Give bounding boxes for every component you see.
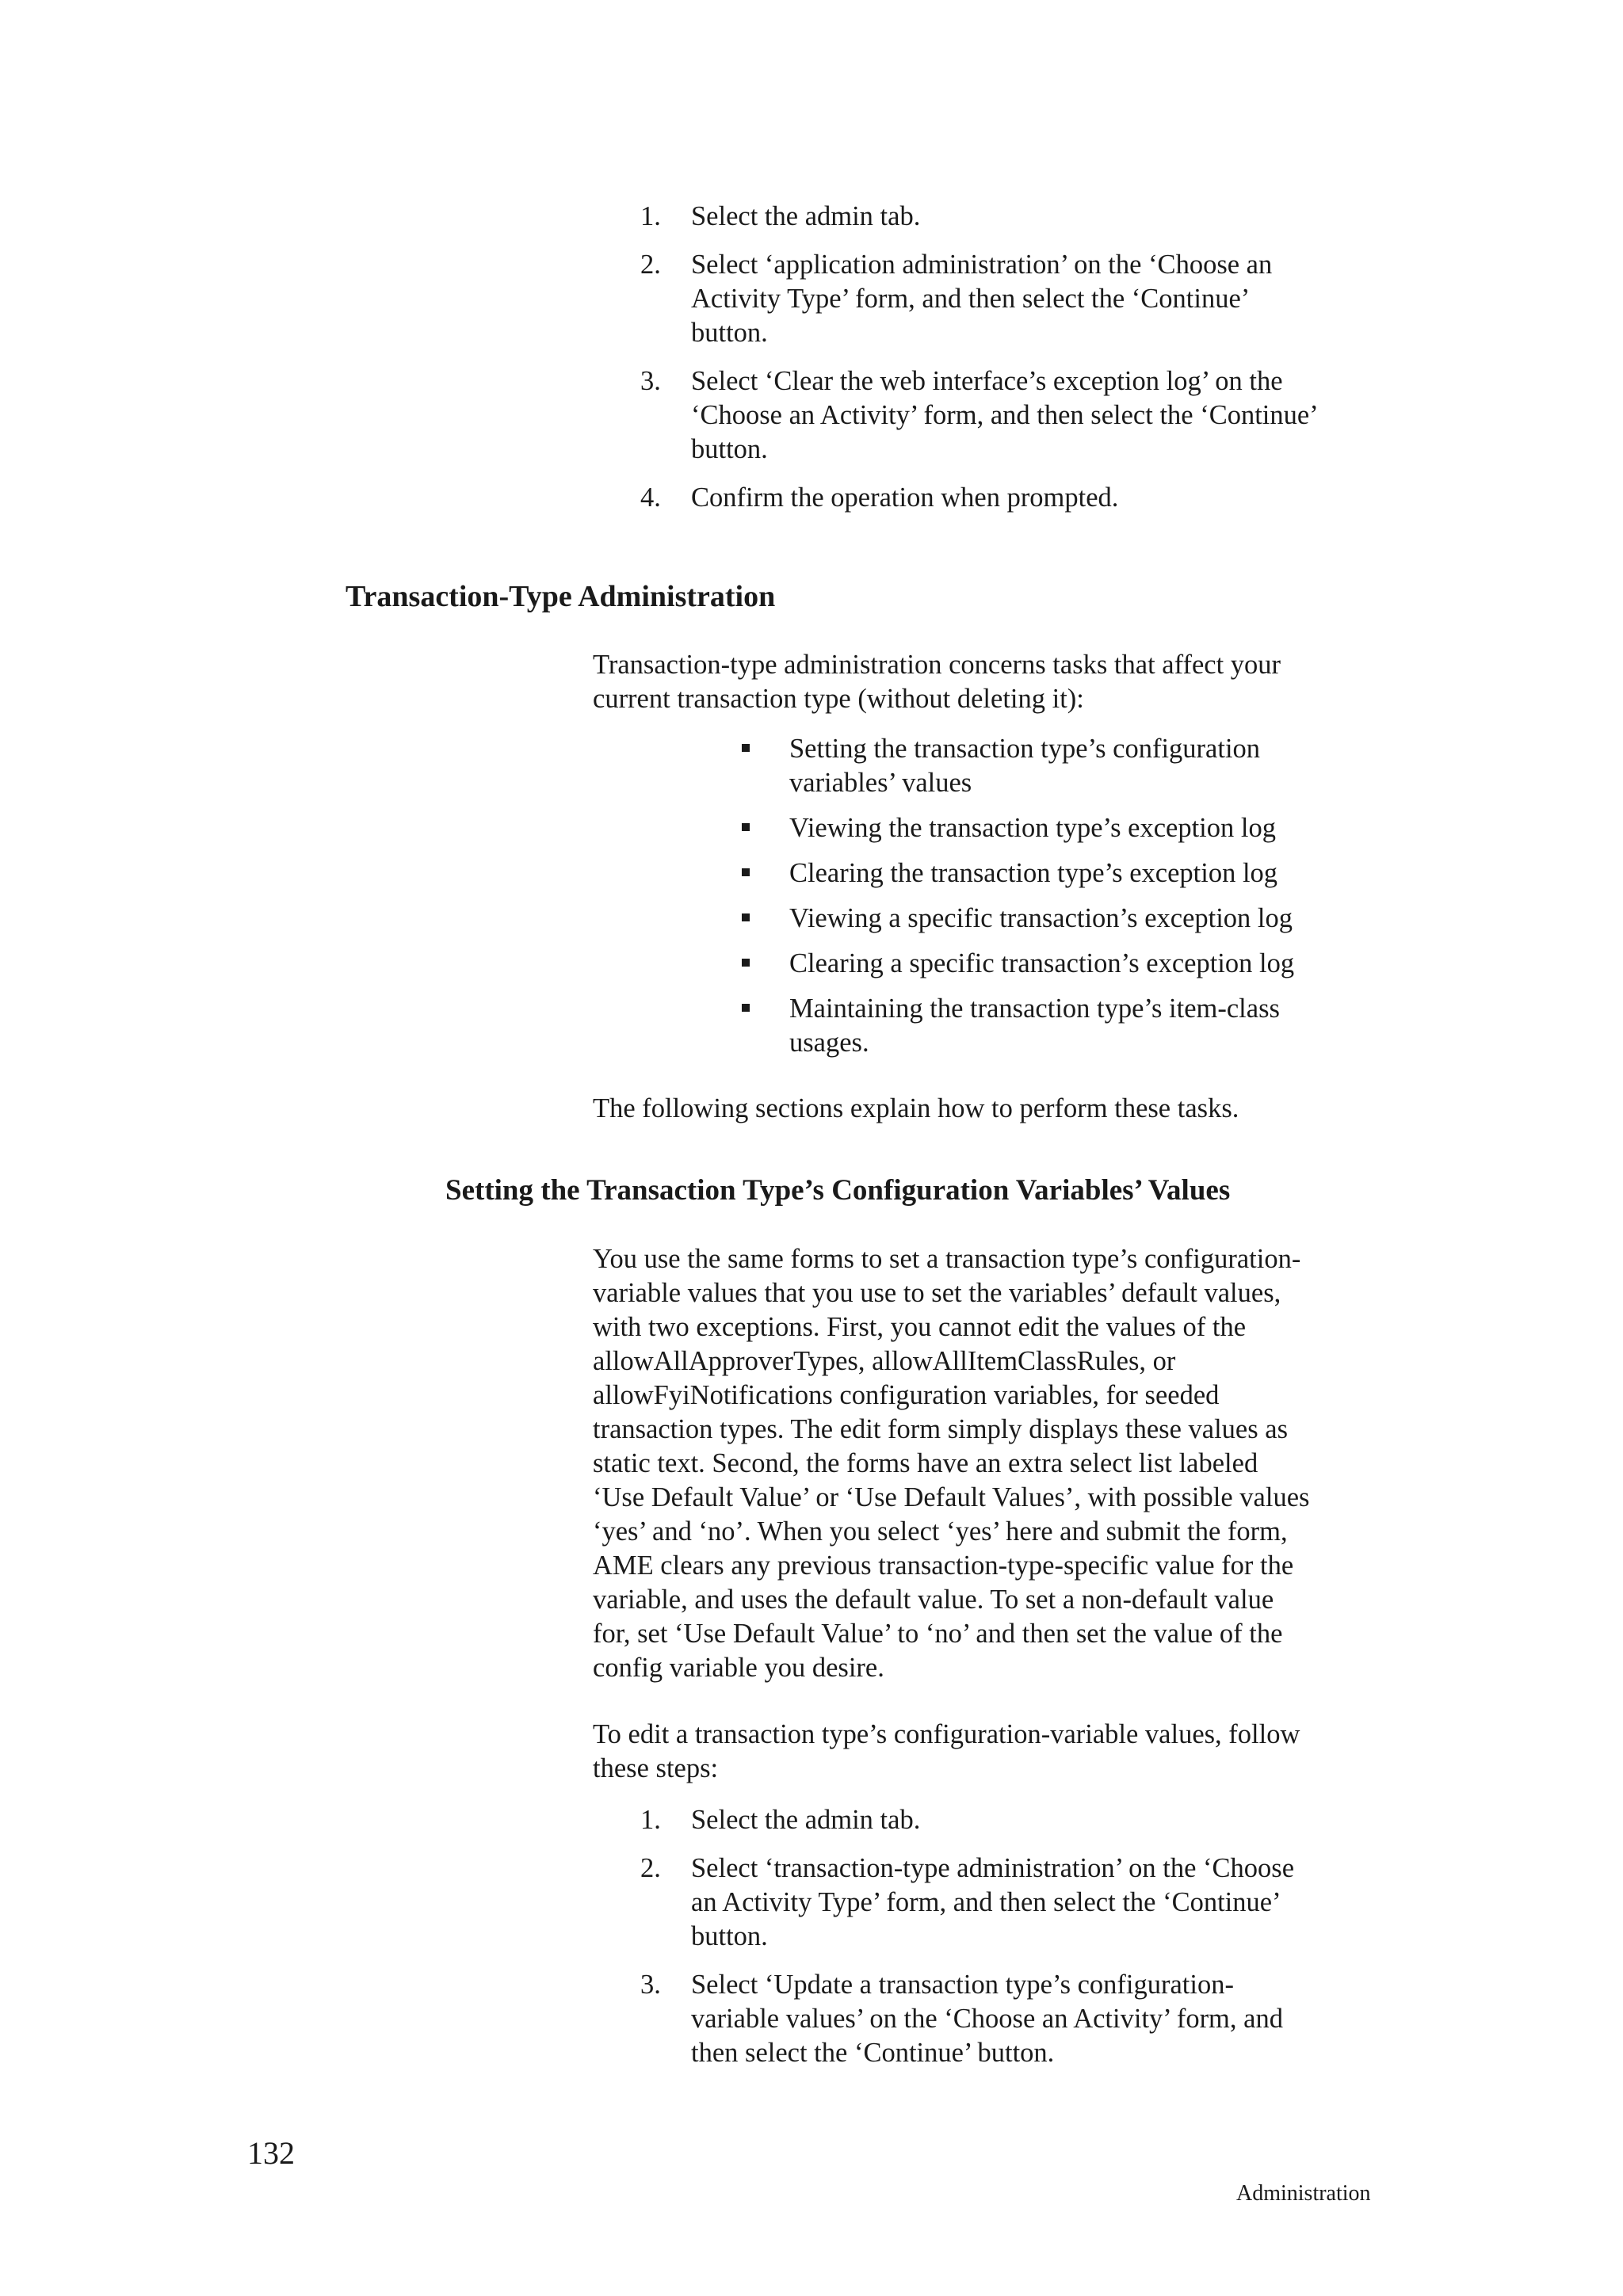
list-item: [640, 481, 1433, 515]
list-item: [739, 856, 1452, 891]
step-text-line: ‘Choose an Activity’ form, and then select the ‘Continue’: [691, 400, 1319, 430]
list-item: [640, 364, 1433, 467]
bullet-text-line: Viewing a specific transaction’s exception log: [789, 903, 1293, 933]
paragraph-line: allowAllApproverTypes, allowAllItemClassRules, or: [593, 1346, 1176, 1376]
paragraph-line: these steps:: [593, 1753, 719, 1783]
bullet-text-line: variables’ values: [789, 768, 972, 798]
step-text-line: button.: [691, 1921, 768, 1951]
paragraph-line: ‘yes’ and ‘no’. When you select ‘yes’ here and submit the form,: [593, 1516, 1288, 1547]
paragraph-line: variable, and uses the default value. To set a non-default value: [593, 1585, 1274, 1615]
subsection-steps-list: [640, 1803, 1433, 2070]
bullet-text-line: Clearing the transaction type’s exception log: [789, 858, 1278, 888]
paragraph-line: static text. Second, the forms have an extra select list labeled: [593, 1448, 1258, 1478]
step-text-line: Select the admin tab.: [691, 1805, 921, 1835]
paragraph-line: config variable you desire.: [593, 1653, 884, 1683]
bullet-icon: [742, 959, 750, 967]
step-text-line: Activity Type’ form, and then select the ‘Continue’: [691, 284, 1251, 314]
paragraph-line: for, set ‘Use Default Value’ to ‘no’ and then set the value of the: [593, 1619, 1283, 1649]
footer-section-name: Administration: [1236, 2181, 1371, 2206]
step-text-line: button.: [691, 318, 768, 348]
bullet-icon: [742, 1004, 750, 1012]
section-heading: Transaction-Type Administration: [346, 580, 776, 613]
bullet-text-line: Viewing the transaction type’s exception log: [789, 813, 1276, 843]
paragraph-line: transaction types. The edit form simply displays these values as: [593, 1414, 1289, 1444]
bullet-icon: [742, 823, 750, 831]
bullet-text-line: Setting the transaction type’s configuration: [789, 734, 1261, 764]
list-item: [640, 1803, 1433, 1837]
section-following: The following sections explain how to perform these tasks.: [593, 1093, 1239, 1123]
subsection-paragraph: [593, 1242, 1480, 1685]
step-number: 1.: [640, 1805, 661, 1835]
paragraph-line: allowFyiNotifications configuration variables, for seeded: [593, 1380, 1220, 1410]
step-text-line: Select ‘Update a transaction type’s configuration-: [691, 1970, 1234, 2000]
list-item: [739, 992, 1452, 1060]
intro-line: current transaction type (without deleting it):: [593, 684, 1084, 714]
step-text-line: then select the ‘Continue’ button.: [691, 2038, 1055, 2068]
step-text: Confirm the operation when prompted.: [691, 482, 1119, 513]
step-text: Select the admin tab.: [691, 201, 921, 231]
step-number: 3.: [640, 1970, 661, 2000]
step-text-line: Select ‘transaction-type administration’ on the ‘Choose: [691, 1853, 1295, 1883]
paragraph-line: ‘Use Default Value’ or ‘Use Default Values’, with possible values: [593, 1482, 1310, 1512]
step-text-line: an Activity Type’ form, and then select the ‘Continue’: [691, 1887, 1281, 1917]
section-intro: [593, 648, 1465, 716]
step-text-line: variable values’ on the ‘Choose an Activity’ form, and: [691, 2004, 1283, 2034]
list-item: [640, 200, 1433, 234]
paragraph-line: To edit a transaction type’s configuration-variable values, follow: [593, 1719, 1300, 1749]
paragraph-line: variable values that you use to set the variables’ default values,: [593, 1278, 1281, 1308]
subsection-paragraph-steps-intro: [593, 1718, 1480, 1786]
list-item: [640, 248, 1433, 350]
page-number: 132: [247, 2135, 295, 2171]
step-number: 2.: [640, 1853, 661, 1883]
list-item: [640, 1968, 1433, 2070]
bullet-text-line: Maintaining the transaction type’s item-class: [789, 994, 1280, 1024]
bullet-icon: [742, 744, 750, 752]
step-number: 1.: [640, 201, 661, 231]
step-number: 4.: [640, 482, 661, 513]
list-item: [739, 811, 1452, 845]
step-number: 3.: [640, 366, 661, 396]
step-number: 2.: [640, 250, 661, 280]
paragraph-line: AME clears any previous transaction-type-specific value for the: [593, 1550, 1294, 1581]
top-steps-list: [640, 200, 1433, 515]
bullet-text-line: usages.: [789, 1028, 869, 1058]
list-item: [739, 902, 1452, 936]
paragraph-line: with two exceptions. First, you cannot edit the values of the: [593, 1312, 1247, 1342]
step-text-line: button.: [691, 434, 768, 464]
bullet-icon: [742, 913, 750, 921]
paragraph-line: You use the same forms to set a transaction type’s configuration-: [593, 1244, 1301, 1274]
intro-line: Transaction-type administration concerns tasks that affect your: [593, 650, 1281, 680]
bullet-text-line: Clearing a specific transaction’s exception log: [789, 948, 1295, 978]
task-bullet-list: [739, 732, 1452, 1060]
bullet-icon: [742, 868, 750, 876]
subsection-heading: Setting the Transaction Type’s Configuration Variables’ Values: [445, 1174, 1231, 1207]
list-item: [739, 947, 1452, 981]
step-text-line: Select ‘application administration’ on the ‘Choose an: [691, 250, 1273, 280]
list-item: [640, 1852, 1433, 1954]
step-text-line: Select ‘Clear the web interface’s exception log’ on the: [691, 366, 1283, 396]
list-item: [739, 732, 1452, 800]
